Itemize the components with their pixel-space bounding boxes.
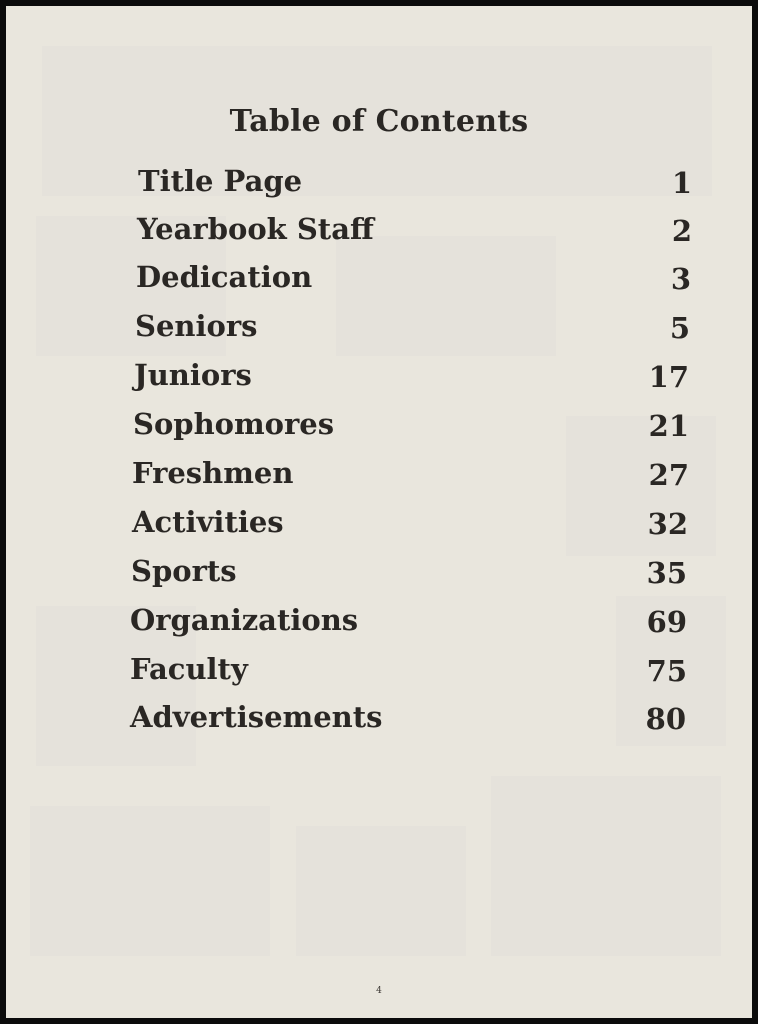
toc-entry-page: 2 xyxy=(671,214,692,248)
toc-entry-label: Title Page xyxy=(138,164,303,198)
toc-entry-label: Freshmen xyxy=(132,456,294,490)
toc-entry-label: Dedication xyxy=(136,260,313,294)
toc-entry xyxy=(136,260,691,300)
toc-entry-label: Seniors xyxy=(135,309,258,343)
document-page xyxy=(6,6,752,1018)
bleed-through-block xyxy=(491,776,721,956)
toc-entry xyxy=(135,309,690,349)
toc-entry xyxy=(131,554,687,594)
bleed-through-block xyxy=(296,826,466,956)
toc-entry-page: 17 xyxy=(648,360,689,394)
toc-entry-page: 32 xyxy=(647,507,688,541)
toc-entry-page: 1 xyxy=(671,166,692,200)
toc-entry xyxy=(134,358,689,398)
toc-entry xyxy=(132,456,689,496)
toc-entry-label: Juniors xyxy=(134,358,252,392)
toc-entry xyxy=(132,505,688,545)
toc-entry-label: Sports xyxy=(131,554,237,588)
toc-entry-page: 69 xyxy=(646,605,687,639)
toc-entry-label: Advertisements xyxy=(130,700,383,734)
page-title: Table of Contents xyxy=(229,104,529,139)
toc-entry-label: Organizations xyxy=(130,603,359,637)
toc-entry-label: Faculty xyxy=(130,652,248,686)
toc-entry-page: 5 xyxy=(669,311,690,345)
page-number: 4 xyxy=(376,986,382,996)
toc-entry-page: 35 xyxy=(646,556,687,590)
toc-entry xyxy=(130,700,686,740)
toc-entry xyxy=(130,603,687,643)
toc-entry-page: 75 xyxy=(646,654,687,688)
toc-entry xyxy=(130,652,687,692)
toc-entry-page: 80 xyxy=(645,702,686,736)
toc-entry-page: 3 xyxy=(670,262,691,296)
toc-entry-page: 21 xyxy=(648,409,689,443)
toc-entry-label: Activities xyxy=(132,505,284,539)
toc-entry-page: 27 xyxy=(648,458,689,492)
toc-entry xyxy=(138,164,692,204)
toc-entry-label: Sophomores xyxy=(133,407,335,441)
bleed-through-block xyxy=(30,806,270,956)
toc-entry xyxy=(137,212,692,252)
toc-entry-label: Yearbook Staff xyxy=(137,212,374,246)
toc-entry xyxy=(133,407,689,447)
toc-list xyxy=(124,164,694,744)
